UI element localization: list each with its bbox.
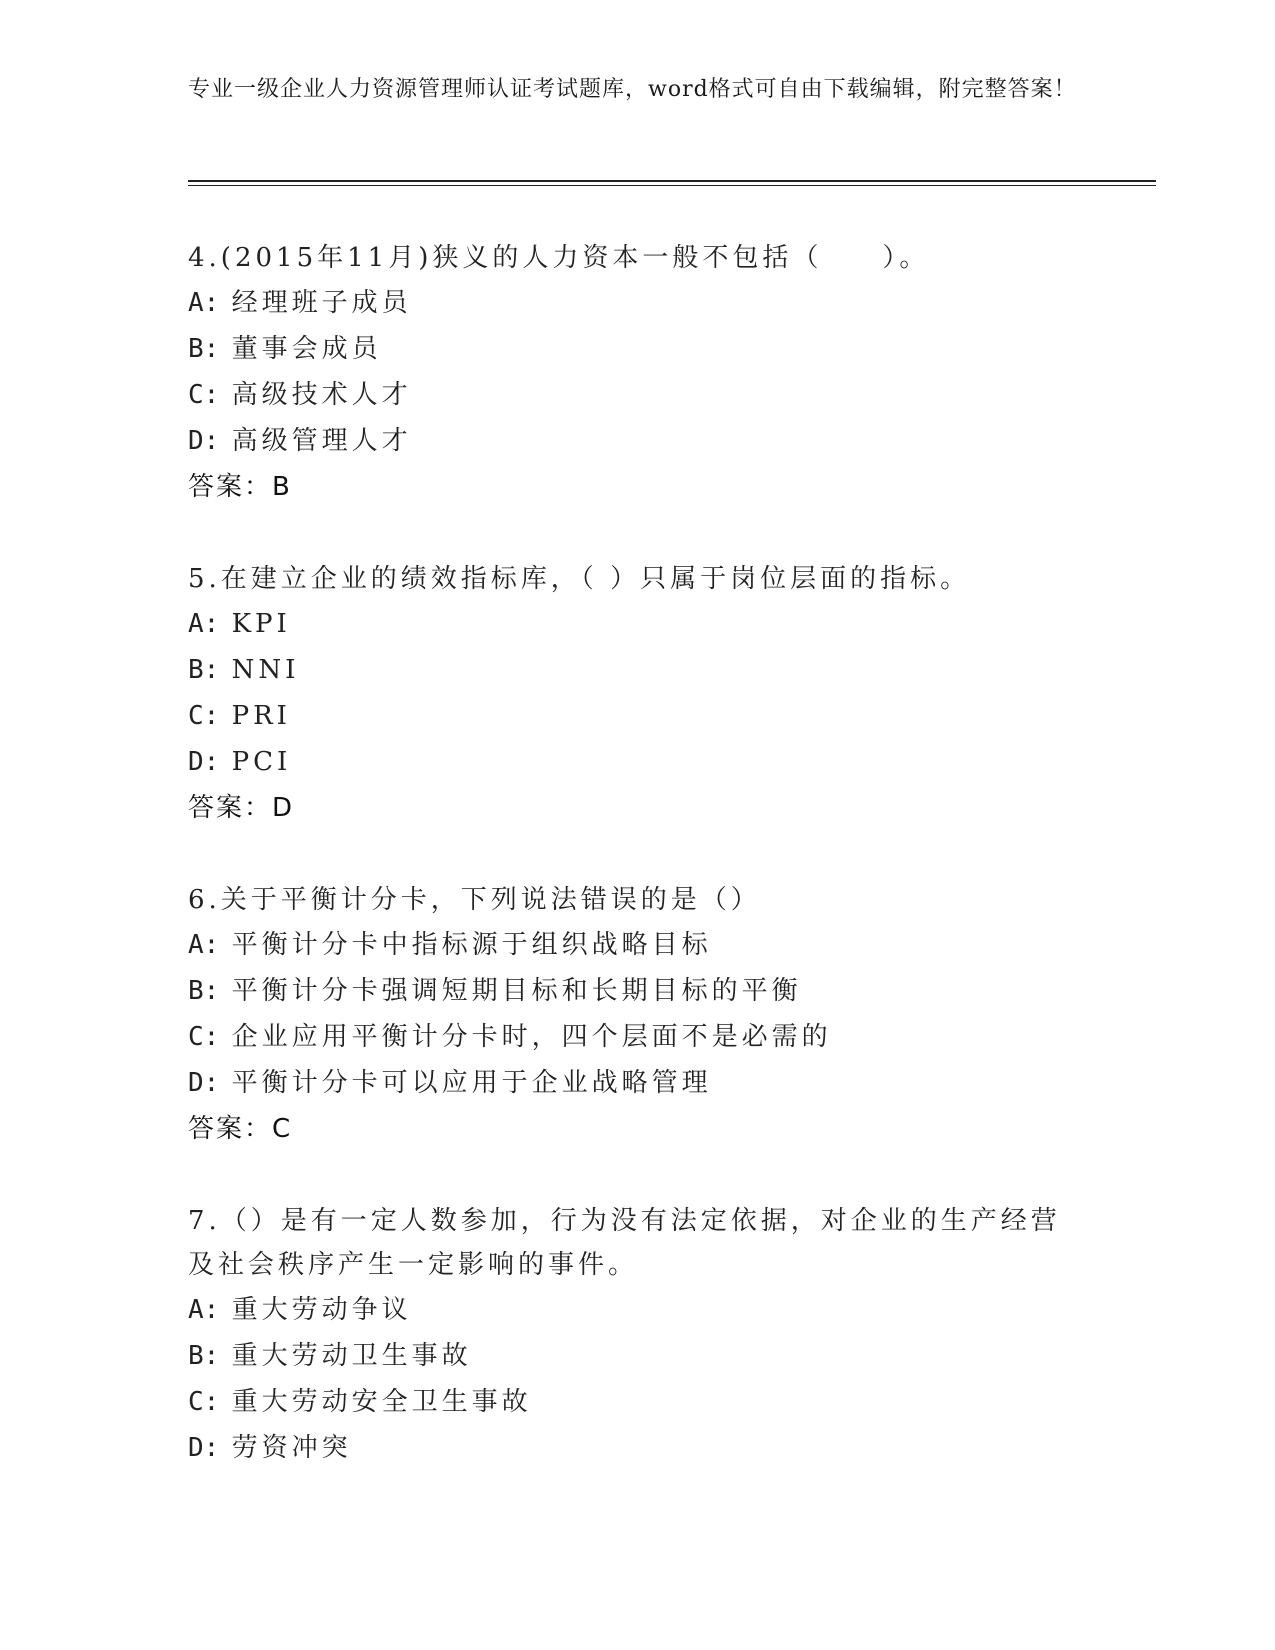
option-text: 劳资冲突 [231,1433,352,1463]
option-label: A: [188,288,220,318]
option-label: C: [188,1022,220,1052]
option-text: 董事会成员 [231,334,382,364]
option-text: 平衡计分卡强调短期目标和长期目标的平衡 [231,976,802,1006]
answer-line: 答案：B [188,472,292,502]
header-divider [188,180,1156,186]
option-b [188,968,1088,1014]
option-c [188,372,1088,418]
option-label: A: [188,930,220,960]
option-label: C: [188,380,220,410]
option-text: 高级技术人才 [231,380,412,410]
option-label: C: [188,701,220,731]
option-b [188,1333,1088,1379]
answer-line: 答案：D [188,793,295,823]
option-a [188,922,1088,968]
option-text: 企业应用平衡计分卡时，四个层面不是必需的 [231,1022,832,1052]
option-b [188,326,1088,372]
question-item [188,878,1088,1152]
option-c [188,693,1088,739]
option-d [188,1425,1088,1471]
question-stem: 7.（）是有一定人数参加，行为没有法定依据，对企业的生产经营及社会秩序产生一定影响的事件。 [188,1206,1061,1280]
option-text: 平衡计分卡可以应用于企业战略管理 [231,1068,712,1098]
option-a [188,1287,1088,1333]
option-a [188,601,1088,647]
question-item [188,1199,1088,1471]
question-list [188,236,1088,1518]
option-label: B: [188,655,220,685]
question-item [188,557,1088,831]
option-b [188,647,1088,693]
option-text: PCI [231,747,292,777]
option-label: A: [188,1295,220,1325]
question-stem: 5.在建立企业的绩效指标库，（ ）只属于岗位层面的指标。 [188,564,971,594]
option-label: B: [188,1341,220,1371]
option-c [188,1014,1088,1060]
option-text: 高级管理人才 [231,426,412,456]
document-header: 专业一级企业人力资源管理师认证考试题库，word格式可自由下载编辑，附完整答案！ [188,77,1077,102]
option-label: B: [188,976,220,1006]
option-label: D: [188,1068,220,1098]
option-label: B: [188,334,220,364]
option-label: D: [188,1433,220,1463]
option-text: PRI [231,701,291,731]
option-text: 重大劳动卫生事故 [231,1341,472,1371]
option-d [188,739,1088,785]
option-label: C: [188,1387,220,1417]
option-text: 经理班子成员 [231,288,412,318]
option-label: A: [188,609,220,639]
option-d [188,1060,1088,1106]
option-label: D: [188,747,220,777]
option-c [188,1379,1088,1425]
option-text: 平衡计分卡中指标源于组织战略目标 [231,930,712,960]
question-item [188,236,1088,510]
option-text: KPI [231,609,291,639]
option-a [188,280,1088,326]
question-stem: 4.(2015年11月)狭义的人力资本一般不包括（ ）。 [188,243,930,273]
option-text: 重大劳动争议 [231,1295,412,1325]
option-text: 重大劳动安全卫生事故 [231,1387,532,1417]
option-label: D: [188,426,220,456]
option-text: NNI [231,655,300,685]
answer-line: 答案：C [188,1114,293,1144]
option-d [188,418,1088,464]
question-stem: 6.关于平衡计分卡，下列说法错误的是（） [188,885,761,915]
